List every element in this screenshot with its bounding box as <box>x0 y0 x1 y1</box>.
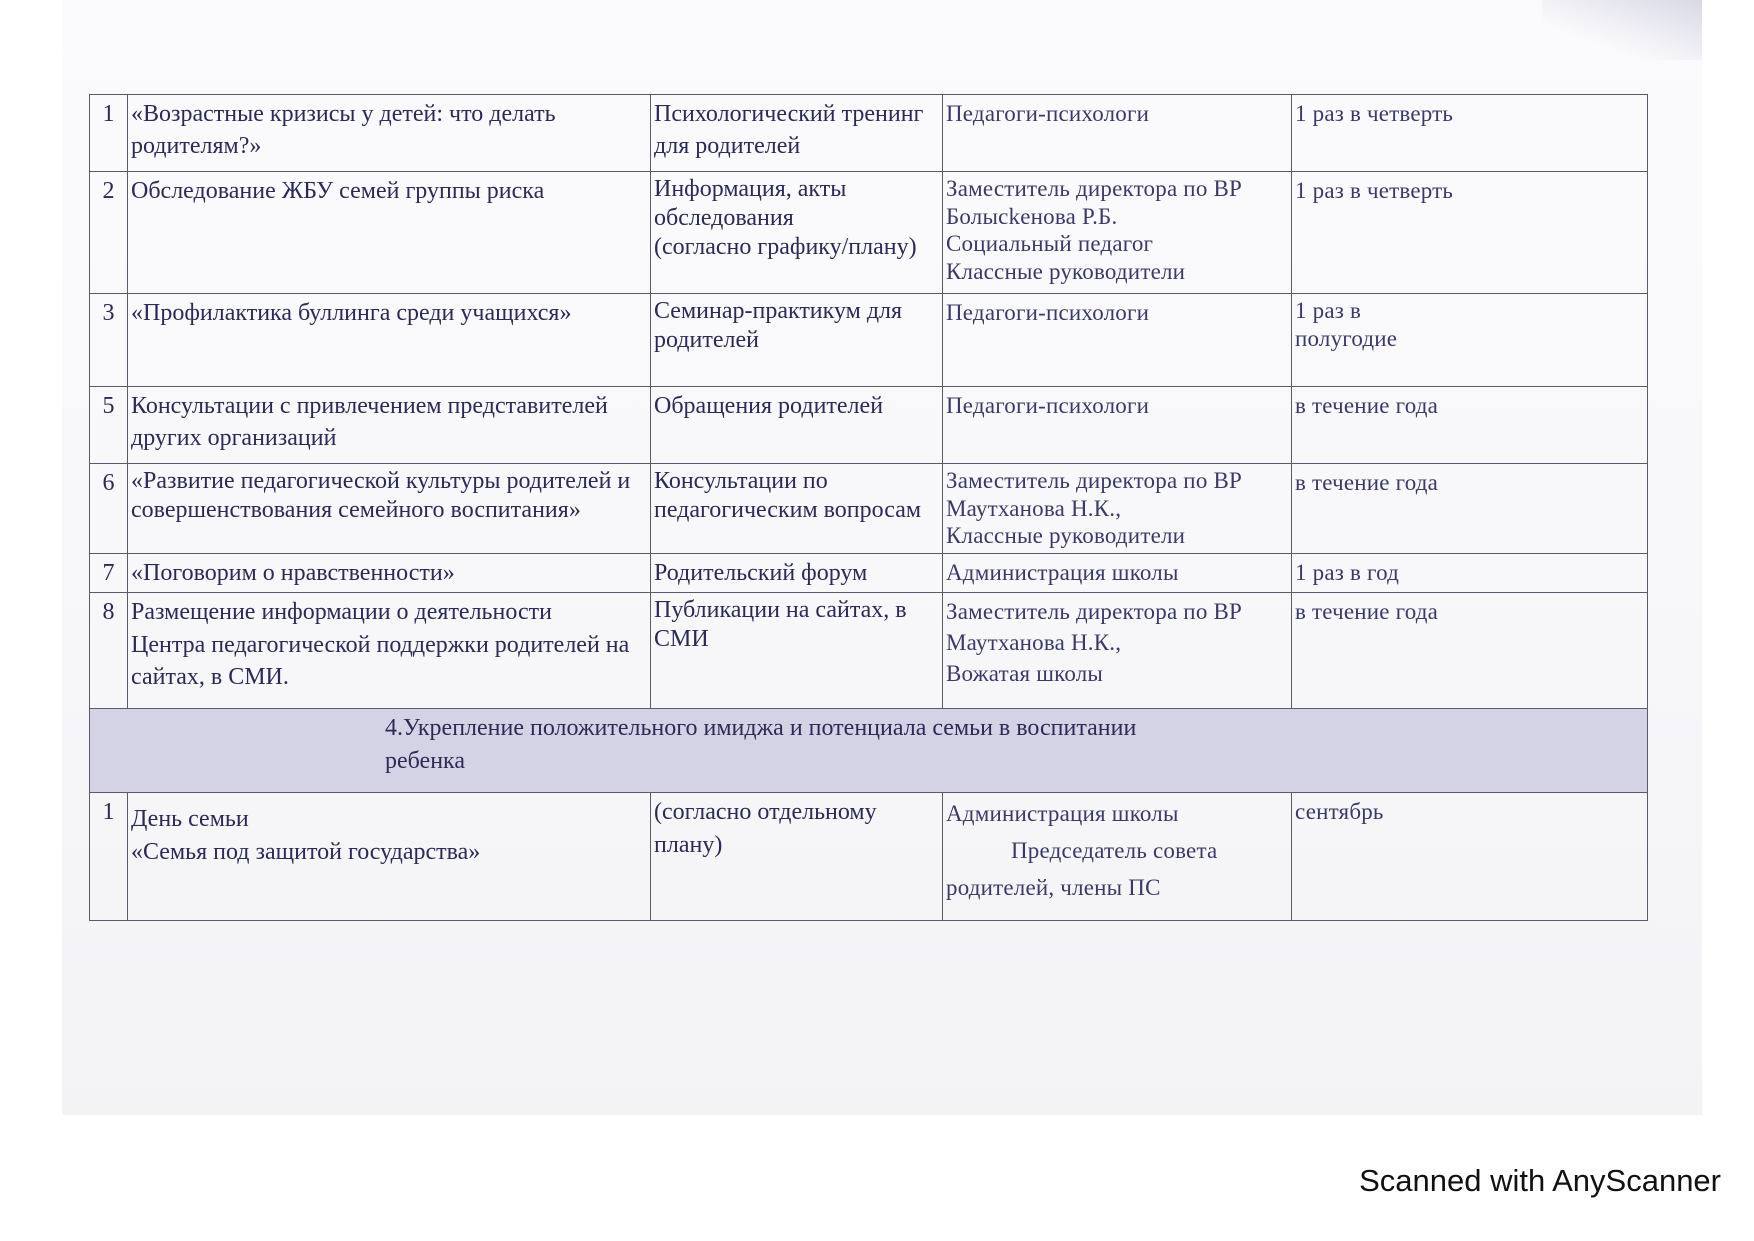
event-cell <box>128 593 651 709</box>
row-number: 7 <box>90 553 128 592</box>
event-line: День семьи <box>131 806 249 833</box>
row-number: 5 <box>90 387 128 464</box>
responsible-line: родителей, члены ПС <box>946 874 1161 900</box>
form-cell <box>651 593 943 709</box>
responsible-line: Педагоги-психологи <box>946 393 1150 418</box>
section-title <box>90 709 1648 793</box>
responsible-line: Педагоги-психологи <box>946 101 1150 126</box>
responsible-line: Классные руководители <box>946 523 1186 549</box>
event-line: Размещение информации о деятельности <box>131 599 552 626</box>
event-cell <box>128 793 651 921</box>
form-line: Информация, акты <box>654 176 847 202</box>
term-cell <box>1292 387 1648 464</box>
event-line: других организаций <box>131 425 337 452</box>
form-line: Семинар-практикум для <box>654 298 903 324</box>
form-line: плану) <box>654 831 723 858</box>
term-line: в течение года <box>1295 599 1439 625</box>
table-row <box>90 793 1648 921</box>
form-line: СМИ <box>654 625 709 652</box>
form-line: Психологический тренинг <box>654 101 924 127</box>
section-title-line: ребенка <box>385 747 465 774</box>
form-line: (согласно графику/плану) <box>654 233 917 260</box>
event-line: «Профилактика буллинга среди учащихся» <box>131 300 572 326</box>
event-line: «Семья под защитой государства» <box>131 838 481 865</box>
term-cell <box>1292 464 1648 554</box>
responsible-line: Заместитель директора по ВР <box>946 599 1242 625</box>
term-cell <box>1292 294 1648 387</box>
event-cell <box>128 553 651 592</box>
event-line: «Развитие педагогической культуры родителей и <box>131 468 631 494</box>
responsible-cell <box>943 172 1292 294</box>
row-number: 6 <box>90 464 128 554</box>
term-cell <box>1292 593 1648 709</box>
term-cell <box>1292 95 1648 172</box>
form-cell <box>651 387 943 464</box>
responsible-line: Маутханова Н.К., <box>946 630 1122 656</box>
form-line: (согласно отдельному <box>654 799 877 826</box>
event-line: родителям?» <box>131 133 262 160</box>
responsible-line: Заместитель директора по ВР <box>946 468 1242 493</box>
responsible-line: Болысkенова Р.Б. <box>946 203 1118 229</box>
responsible-cell <box>943 593 1292 709</box>
term-line: 1 раз в <box>1295 298 1362 323</box>
form-line: Обращения родителей <box>654 393 884 419</box>
form-cell <box>651 294 943 387</box>
page-curl-shadow <box>1542 0 1702 60</box>
table-row <box>90 593 1648 709</box>
row-number: 2 <box>90 172 128 294</box>
responsible-line: Педагоги-психологи <box>946 300 1150 325</box>
event-line: Центра педагогической поддержки родителей на <box>131 631 630 658</box>
table-row <box>90 95 1648 172</box>
responsible-cell <box>943 387 1292 464</box>
parent-work-plan-table <box>89 94 1648 921</box>
event-line: совершенствования семейного воспитания» <box>131 496 581 523</box>
responsible-line: Социальный педагог <box>946 231 1154 257</box>
term-line: в течение года <box>1295 393 1439 418</box>
responsible-line: Администрация школы <box>946 559 1179 585</box>
term-line: сентябрь <box>1295 799 1384 825</box>
section-title-line: 4.Укрепление положительного имиджа и потенциала семьи в воспитании <box>385 715 1137 742</box>
event-line: Консультации с привлечением представителей <box>131 393 608 419</box>
event-cell <box>128 172 651 294</box>
form-cell <box>651 793 943 921</box>
term-line: 1 раз в четверть <box>1295 178 1454 203</box>
responsible-cell <box>943 95 1292 172</box>
event-line: Обследование ЖБУ семей группы риска <box>131 178 545 204</box>
responsible-cell <box>943 464 1292 554</box>
table-body <box>90 95 1648 921</box>
table-row <box>90 464 1648 554</box>
responsible-line: Председатель совета <box>1011 837 1218 863</box>
row-number: 1 <box>90 95 128 172</box>
form-line: Публикации на сайтах, в <box>654 597 907 624</box>
term-line: 1 раз в четверть <box>1295 101 1454 126</box>
responsible-line: Заместитель директора по ВР <box>946 176 1242 201</box>
event-cell <box>128 294 651 387</box>
form-line: для родителей <box>654 133 801 160</box>
event-cell <box>128 387 651 464</box>
event-line: «Возрастные кризисы у детей: что делать <box>131 101 556 127</box>
row-number: 3 <box>90 294 128 387</box>
event-cell <box>128 464 651 554</box>
responsible-cell <box>943 793 1292 921</box>
term-cell <box>1292 793 1648 921</box>
form-line: педагогическим вопросам <box>654 496 922 523</box>
term-cell <box>1292 553 1648 592</box>
responsible-cell <box>943 294 1292 387</box>
form-cell <box>651 95 943 172</box>
row-number: 8 <box>90 593 128 709</box>
section-header-row <box>90 709 1648 793</box>
responsible-cell <box>943 553 1292 592</box>
table-row <box>90 387 1648 464</box>
form-cell <box>651 464 943 554</box>
responsible-line: Вожатая школы <box>946 661 1104 687</box>
responsible-line: Классные руководители <box>946 258 1186 284</box>
table-row <box>90 294 1648 387</box>
responsible-line: Маутханова Н.К., <box>946 495 1122 521</box>
form-cell <box>651 172 943 294</box>
term-line: в течение года <box>1295 470 1439 495</box>
responsible-line: Администрация школы <box>946 801 1179 827</box>
form-line: Консультации по <box>654 468 828 494</box>
event-cell <box>128 95 651 172</box>
row-number: 1 <box>90 793 128 921</box>
term-line: полугодие <box>1295 325 1398 351</box>
term-cell <box>1292 172 1648 294</box>
form-line: обследования <box>654 204 794 231</box>
event-line: сайтах, в СМИ. <box>131 663 289 690</box>
term-line: 1 раз в год <box>1295 559 1400 585</box>
scanner-watermark: Scanned with AnyScanner <box>1359 1163 1721 1198</box>
form-cell <box>651 553 943 592</box>
form-line: родителей <box>654 326 759 353</box>
form-line: Родительский форум <box>654 559 868 586</box>
table-row <box>90 553 1648 592</box>
event-line: «Поговорим о нравственности» <box>131 559 455 586</box>
table-row <box>90 172 1648 294</box>
